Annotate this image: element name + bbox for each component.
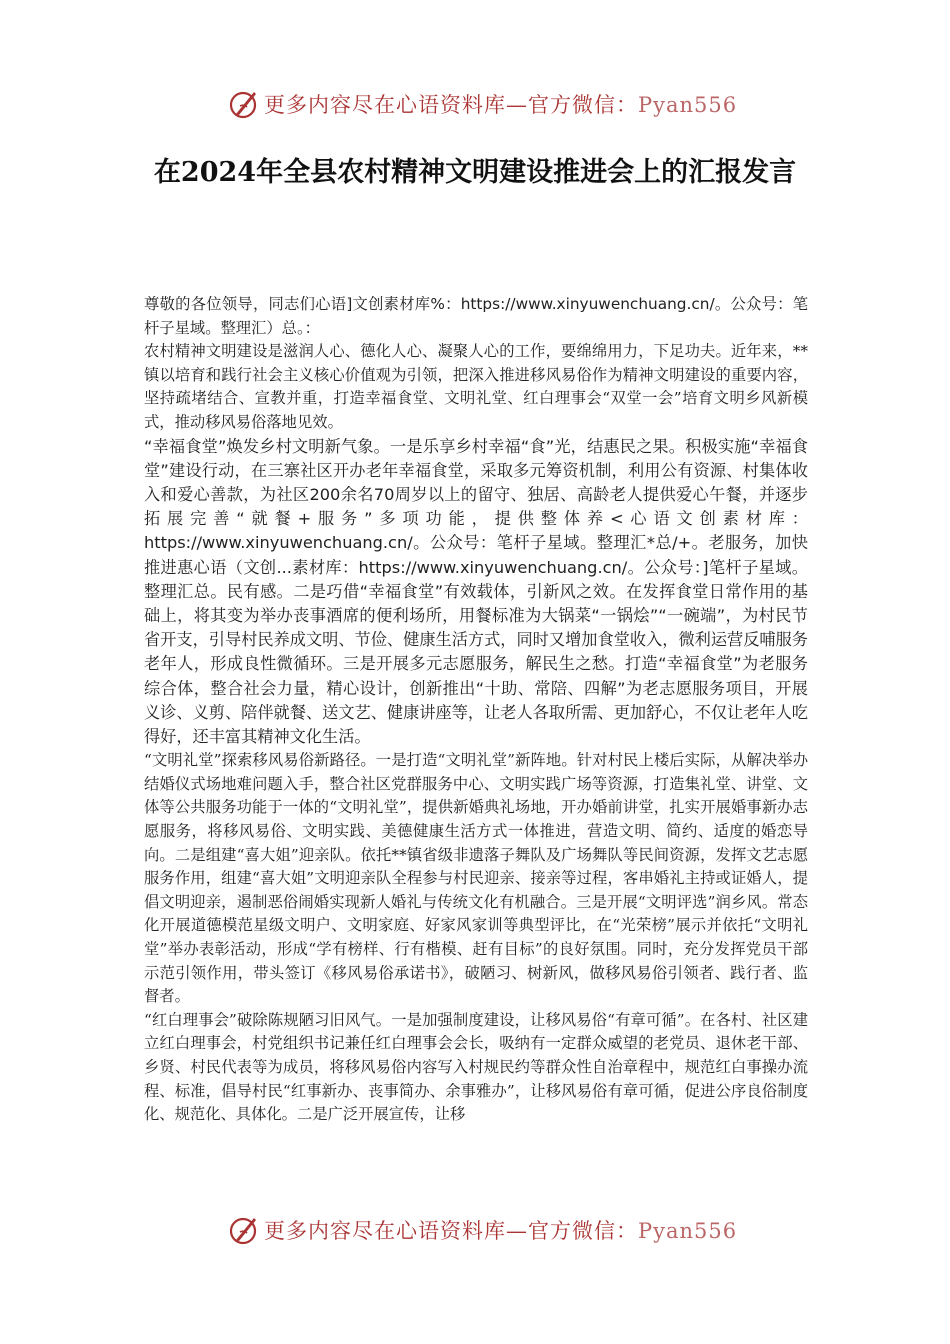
paragraph-happy-canteen: “幸福食堂”焕发乡村文明新气象。一是乐享乡村幸福“食”光，结惠民之果。积极实施“幸福食堂”建设行动，在三寨社区开办老年幸福食堂，采取多元筹资机制，利用公有资源、村集体收入和爱心善款，为社区200余名70周岁以上的留守、独居、高龄老人提供爱心午餐，并逐步拓展完善“就餐+服务”多项功能，提供整体养<心语文创素材库：https://www.xinyuwenchuang.cn/。公众号：笔杆子星域。整理汇*总/+。老服务，加快推进惠心语（文创...素材库：https://www.xinyuwenchuang.cn/。公众号：]笔杆子星域。整理汇总。民有感。二是巧借“幸福食堂”有效载体，引新风之效。在发挥食堂日常作用的基础上，将其变为举办丧事酒席的便利场所，用餐标准为大锅菜“一锅烩”“一碗端”，为村民节省开支，引导村民养成文明、节俭、健康生活方式，同时又增加食堂收入，微利运营反哺服务老年人，形成良性微循环。三是开展多元志愿服务，解民生之愁。打造“幸福食堂”为老服务综合体，整合社会力量，精心设计，创新推出“十助、常陪、四解”为老志愿服务项目，开展义诊、义剪、陪伴就餐、送文艺、健康讲座等，让老人各取所需、更加舒心，不仅让老年人吃得好，还丰富其精神文化生活。 [144,436,808,746]
header-banner[interactable] [228,86,748,122]
paragraph-civilized-hall: “文明礼堂”探索移风易俗新路径。一是打造“文明礼堂”新阵地。针对村民上楼后实际，从解决举办结婚仪式场地难问题入手，整合社区党群服务中心、文明实践广场等资源，打造集礼堂、讲堂、文体等公共服务功能于一体的“文明礼堂”，提供新婚典礼场地，开办婚前讲堂，扎实开展婚事新办志愿服务，将移风易俗、文明实践、美德健康生活方式一体推进，营造文明、简约、适度的婚恋导向。二是组建“喜大姐”迎亲队。依托**镇省级非遗落子舞队及广场舞队等民间资源，发挥文艺志愿服务作用，组建“喜大姐”文明迎亲队全程参与村民迎亲、接亲等过程，客串婚礼主持或证婚人，提倡文明迎亲，遏制恶俗闹婚实现新人婚礼与传统文化有机融合。三是开展“文明评选”润乡风。常态化开展道德模范星级文明户、文明家庭、好家风家训等典型评比，在“光荣榜”展示并依托“文明礼堂”举办表彰活动，形成“学有榜样、行有楷模、赶有目标”的良好氛围。同时，充分发挥党员干部示范引领作用，带头签订《移风易俗承诺书》，破陋习、树新风，做移风易俗引领者、践行者、监督者。 [144,751,808,1006]
paragraph-intro: 农村精神文明建设是滋润人心、德化人心、凝聚人心的工作，要绵绵用力，下足功夫。近年来，**镇以培育和践行社会主义核心价值观为引领，把深入推进移风易俗作为精神文明建设的重要内容，坚持疏堵结合、宣教并重，打造幸福食堂、文明礼堂、红白理事会“双堂一会”培育文明乡风新模式，推动移风易俗落地见效。 [144,342,808,431]
banner-wechat-id: Pyan556 [638,93,738,117]
paragraph-council: “红白理事会”破除陈规陋习旧风气。一是加强制度建设，让移风易俗“有章可循”。在各村、社区建立红白理事会，村党组织书记兼任红白理事会会长，吸纳有一定群众威望的老党员、退休老干部、乡贤、村民代表等为成员，将移风易俗内容写入村规民约等群众性自治章程中，规范红白事操办流程、标准，倡导村民“红事新办、丧事简办、余事雅办”，让移风易俗有章可循，促进公序良俗制度化、规范化、具体化。二是广泛开展宣传，让移 [144,1010,808,1124]
quill-seal-icon [228,1214,260,1246]
banner-main-text: 更多内容尽在心语资料库—官方微信： [264,93,638,117]
banner-main-text: 更多内容尽在心语资料库—官方微信： [264,1219,638,1243]
banner-wechat-id: Pyan556 [638,1219,738,1243]
footer-banner[interactable] [228,1212,748,1248]
paragraph-salutation: 尊敬的各位领导，同志们心语]文创素材库%：https://www.xinyuwenchuang.cn/。公众号：笔杆子星域。整理汇）总。： [144,295,808,337]
banner-text [264,1215,737,1245]
document-body [144,293,808,1127]
page-title: 在2024年全县农村精神文明建设推进会上的汇报发言 [153,157,797,188]
banner-text [264,89,737,119]
quill-seal-icon [228,88,260,120]
